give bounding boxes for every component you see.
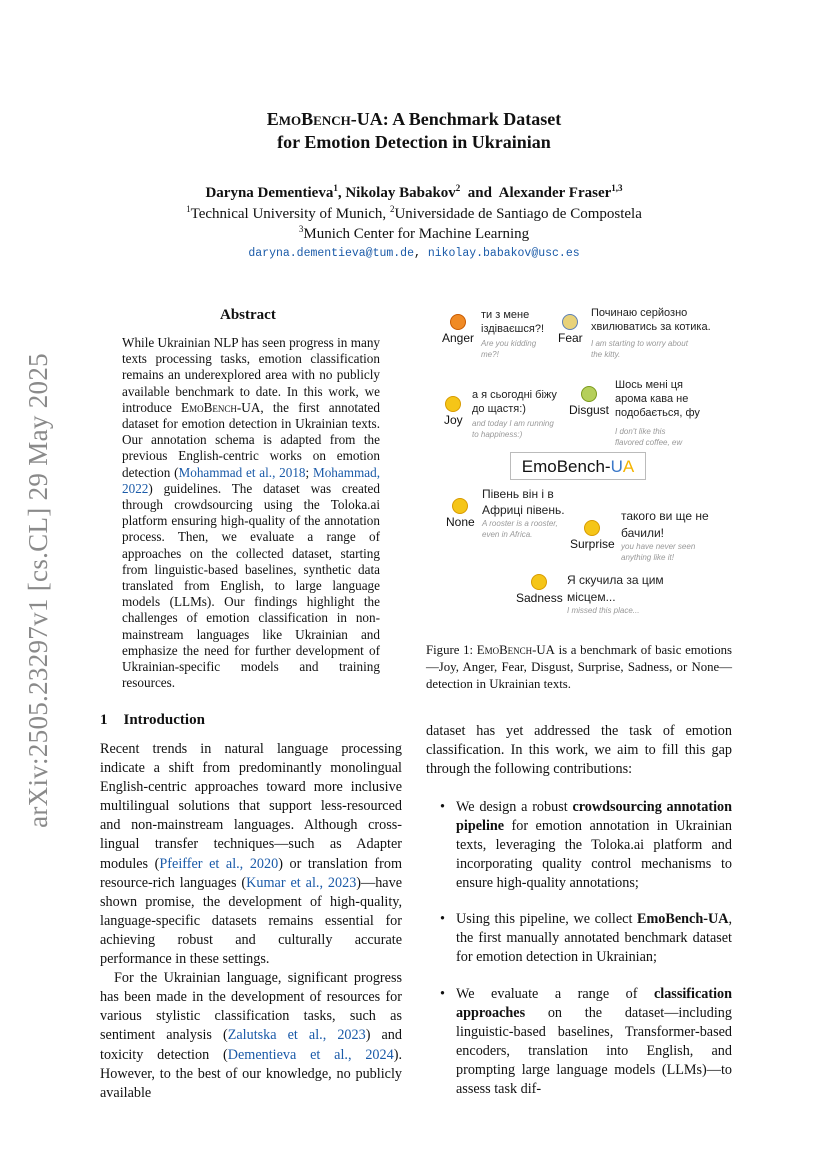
intro-paragraph-3: dataset has yet addressed the task of emotion classification. In this work, we aim to fill this gap through the following contributions:: [426, 723, 732, 778]
emotion-label: Surprise: [570, 537, 615, 551]
paper-title-line2: for Emotion Detection in Ukrainian: [277, 132, 551, 152]
example-ukrainian: Починаю серйозно хвилюватись за котика.: [591, 307, 711, 333]
neutral-face-icon: [452, 498, 468, 514]
emotion-label: Sadness: [516, 591, 563, 605]
emotion-sadness: [516, 574, 563, 605]
grinning-face-icon: [445, 396, 461, 412]
title-dataset-name: EmoBench: [266, 109, 351, 129]
affiliation-1: Technical University of Munich,: [190, 206, 390, 222]
intro-right-column: [426, 722, 732, 791]
example-english: I missed this place...: [567, 606, 640, 615]
author-emails: daryna.dementieva@tum.de, nikolay.babakov@usc.es: [248, 247, 580, 260]
emotion-joy: [444, 396, 463, 427]
example-ukrainian: а я сьогодні біжу до щастя:): [472, 389, 557, 415]
emotion-label: Fear: [558, 331, 583, 345]
citation-link[interactable]: Zalutska et al., 2023: [227, 1027, 366, 1044]
dataset-name: EmoBench-UA: [181, 399, 261, 415]
author-list: Daryna Dementieva$^1$, Nikolay Babakov$^2$ and Alexander Fraser$^{1,3}$: [205, 183, 623, 201]
sad-face-icon: [531, 574, 547, 590]
email-2[interactable]: nikolay.babakov@usc.es: [427, 247, 580, 260]
contribution-bullet-1: • We design a robust crowdsourcing annotation pipeline for emotion annotation in Ukrainian texts, leveraging the Toloka.ai platform and incorporating quality control mechanisms to ensure high-quality annotations;: [440, 799, 732, 891]
contribution-bullet-2: • Using this pipeline, we collect EmoBench-UA, the first manually annotated benchmark dataset for emotion detection in Ukrainian;: [440, 911, 732, 965]
abstract-body: While Ukrainian NLP has seen progress in many texts processing tasks, emotion classification remains an underexplored area with no publicly available benchmark to date. In this work, we introduce EmoBench-UA, the first annotated dataset for emotion detection in Ukrainian texts. Our annotation schema is adapted from the previous English-centric works on emotion detection (Mohammad et al., 2018; Mohammad, 2022) guidelines. The dataset was created through crowdsourcing using the Toloka.ai platform ensuring high-quality of the annotation process. Then, we evaluate a range of approaches on the collected dataset, starting from linguistic-based baselines, synthetic data translated from English, to large language models (LLMs). Our findings highlight the challenges of emotion classification in non-mainstream languages like Ukrainian and emphasize the need for further development of Ukrainian-specific models and training resources.: [122, 335, 380, 691]
emotion-surprise: [570, 520, 615, 551]
paper-title-line1: [0, 108, 828, 131]
intro-paragraph-1: Recent trends in natural language processing indicate a shift from predominantly monolingual English-centric approaches toward more inclusive multilingual solutions that support less-resourced and non-mainstream languages. Although cross-lingual transfer techniques—such as Adapter modules (Pfeiffer et al., 2020) or translation from resource-rich languages (Kumar et al., 2023)—have shown promise, the development of high-quality, language-specific datasets remains essential for achieving robust and culturally accurate performance in these settings.: [100, 741, 402, 968]
example-english: and today I am running to happiness:): [472, 419, 554, 439]
citation-link[interactable]: Pfeiffer et al., 2020: [159, 855, 279, 872]
affiliation-3: Munich Center for Machine Learning: [303, 226, 530, 242]
intro-paragraph-2: For the Ukrainian language, significant progress has been made in the development of resources for various stylistic classification tasks, such as sentiment analysis (Zalutska et al., 2023) and toxicity detection (Dementieva et al., 2024). However, to the best of our knowledge, no publicly available: [100, 970, 402, 1101]
citation-link[interactable]: Kumar et al., 2023: [246, 874, 357, 891]
fearful-face-icon: [562, 314, 578, 330]
contribution-bullet-3: • We evaluate a range of classification approaches on the dataset—including linguistic-based baselines, Transformer-based encoders, translation into English, and prompting large language models (LLMs)—to assess task dif-: [440, 986, 732, 1097]
emotion-disgust: [569, 386, 609, 417]
example-ukrainian: Шось мені ця арома кава не подобається, фу: [615, 379, 700, 419]
emotion-fear: [558, 314, 583, 345]
citation-link[interactable]: Mohammad, 2022: [122, 464, 380, 496]
affiliations-line2: $^3$Munich Center for Machine Learning: [298, 224, 530, 242]
example-english: A rooster is a rooster, even in Africa.: [482, 519, 558, 539]
emotion-label: Anger: [442, 331, 475, 345]
email-1[interactable]: daryna.dementieva@tum.de: [248, 247, 414, 260]
author-1: Daryna Dementieva: [205, 185, 334, 201]
abstract-heading: Abstract: [220, 307, 276, 323]
example-english: you have never seen anything like it!: [621, 542, 696, 562]
author-3: Alexander Fraser: [498, 185, 612, 201]
astonished-face-icon: [584, 520, 600, 536]
arxiv-sidebar-stamp: [14, 340, 62, 840]
figure-1-caption: Figure 1: EmoBench-UA is a benchmark of basic emotions—Joy, Anger, Fear, Disgust, Surprise, Sadness, or None—detection in Ukrainian texts.: [426, 643, 732, 691]
example-ukrainian: ти з мене іздіваєшся?!: [481, 309, 545, 335]
emotion-label: None: [446, 515, 475, 529]
emotion-anger: [442, 314, 474, 345]
example-ukrainian: Півень він і в Африці півень.: [482, 487, 565, 517]
emotion-label: Joy: [444, 413, 463, 427]
emotion-label: Disgust: [569, 403, 610, 417]
arxiv-id: arXiv:2505.23297v1 [cs.CL] 29 May 2025: [22, 352, 53, 828]
citation-link[interactable]: Mohammad et al., 2018: [178, 464, 306, 480]
author-2: Nikolay Babakov: [345, 185, 456, 201]
example-ukrainian: такого ви ще не бачили!: [621, 509, 709, 540]
intro-left-column: [100, 740, 402, 1103]
citation-link[interactable]: Dementieva et al., 2024: [227, 1046, 394, 1063]
nauseated-face-icon: [581, 386, 597, 402]
example-english: Are you kidding me?!: [481, 339, 537, 359]
example-ukrainian: Я скучила за цим місцем...: [567, 573, 664, 604]
emobench-ua-logo: EmoBench-UA: [510, 452, 646, 480]
title-line1-rest: -UA: A Benchmark Dataset: [350, 109, 562, 129]
emotion-none: [446, 498, 475, 529]
example-english: I am starting to worry about the kitty.: [591, 339, 688, 359]
author-and: and: [467, 185, 492, 201]
affiliation-2: Universidade de Santiago de Compostela: [394, 206, 642, 222]
angry-face-icon: [450, 314, 466, 330]
example-english: I don't like this flavored coffee, ew: [615, 427, 683, 447]
figure-1-emotion-examples: [426, 300, 732, 625]
section-heading-introduction: 1 Introduction: [100, 712, 205, 728]
affiliations-line1: $^1$Technical University of Munich, $^2$Universidade de Santiago de Compostela: [186, 204, 642, 222]
